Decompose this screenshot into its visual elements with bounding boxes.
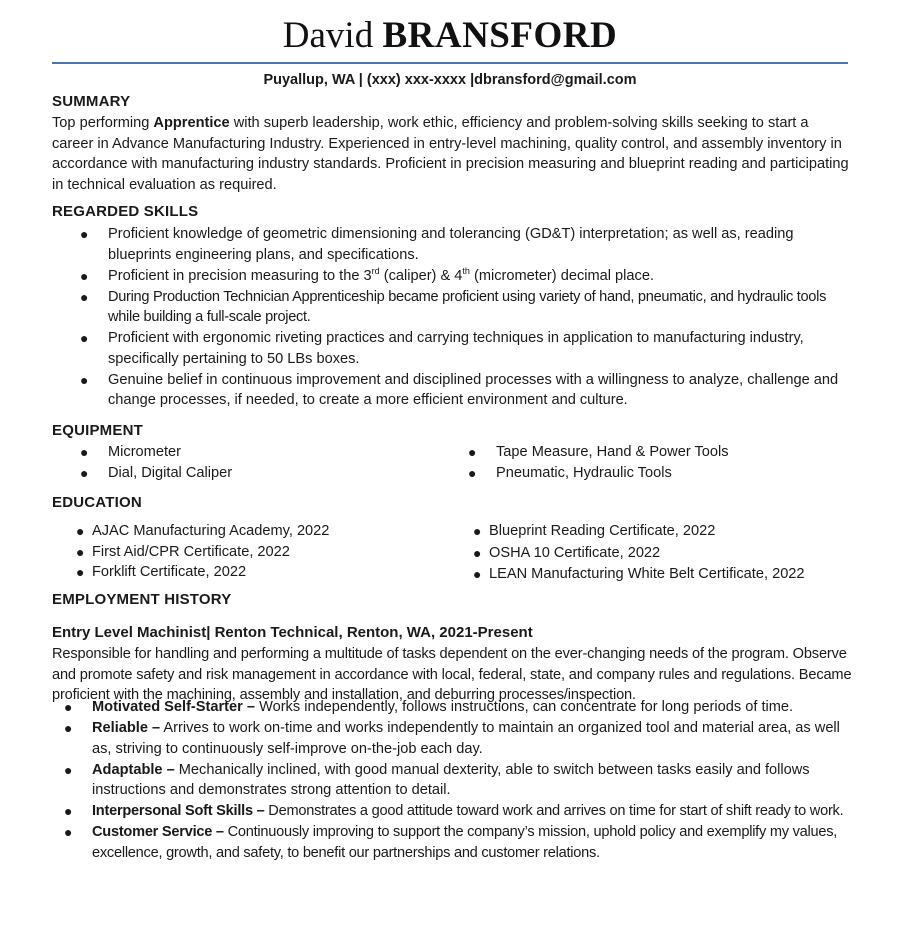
bullet-text: Arrives to work on-time and works independently to maintain an organized tool and material area, as well as, striving to continuously self-improve on-the-job each day.: [92, 720, 840, 757]
bullet-icon: ●: [76, 523, 85, 539]
list-item: [64, 760, 852, 801]
bullet-icon: ●: [468, 444, 477, 460]
bullet-text: Demonstrates a good attitude toward work and arrives on time for start of shift ready to work.: [264, 803, 844, 819]
education-text: First Aid/CPR Certificate, 2022: [92, 543, 290, 560]
bullet-icon: ●: [64, 720, 73, 736]
bullet-icon: ●: [468, 464, 477, 481]
summary-text-rest: with superb leadership, work ethic, efficiency and problem-solving skills seeking to start a career in Advance Manufacturing Industry. Experienced in entry-level machining, quality control, and assembly inventory in accordance with manufacturing industry standards. Proficient in precision measuring and blueprint reading and participating in technical evaluation as required.: [52, 115, 849, 193]
list-item: [473, 521, 849, 542]
employment-heading: EMPLOYMENT HISTORY: [52, 591, 232, 608]
ordinal-suffix: th: [462, 265, 470, 276]
job-title: Entry Level Machinist| Renton Technical, Renton, WA, 2021-Present: [52, 624, 533, 641]
skill-text: During Production Technician Apprenticeship became proficient using variety of hand, pneumatic, and hydraulic tools while building a full-scale project.: [108, 288, 827, 325]
bullet-icon: ●: [64, 761, 73, 778]
skill-text: (caliper) & 4: [379, 267, 463, 284]
skill-text: Genuine belief in continuous improvement and disciplined processes with a willingness to analyze, challenge and change processes, if needed, to create a more efficient environment and culture.: [108, 371, 839, 408]
summary-text: [52, 113, 852, 195]
employment-bullets: [64, 697, 852, 863]
bullet-icon: ●: [80, 371, 89, 388]
bullet-icon: ●: [80, 267, 89, 284]
contact-line: Puyallup, WA | (xxx) xxx-xxxx |dbransford@gmail.com: [263, 72, 637, 88]
list-item: [80, 463, 428, 484]
bullet-icon: ●: [473, 566, 482, 582]
bullet-icon: ●: [80, 288, 89, 305]
summary-text-bold: Apprentice: [153, 115, 230, 131]
bullet-icon: ●: [80, 464, 89, 481]
list-item: [80, 370, 858, 411]
bullet-icon: ●: [80, 226, 89, 242]
skill-text: (micrometer) decimal place.: [469, 267, 654, 284]
list-item: [76, 542, 412, 563]
list-item: [468, 442, 836, 463]
last-name: BRANSFORD: [382, 15, 618, 56]
list-item: [468, 463, 836, 484]
skills-list: [80, 224, 858, 411]
list-item: [64, 718, 852, 759]
bullet-label: Reliable –: [92, 720, 161, 736]
list-item: [80, 328, 858, 369]
first-name: David: [282, 15, 374, 56]
bullet-icon: ●: [473, 523, 482, 539]
skills-heading: REGARDED SKILLS: [52, 203, 199, 220]
education-list-left: [76, 521, 412, 583]
list-item: [473, 543, 849, 564]
equipment-text: Pneumatic, Hydraulic Tools: [496, 464, 672, 481]
education-text: Forklift Certificate, 2022: [92, 564, 247, 580]
equipment-text: Tape Measure, Hand & Power Tools: [496, 444, 729, 460]
skill-text: Proficient with ergonomic riveting practices and carrying techniques in application to manufacturing industry, specifically pertaining to 50 LBs boxes.: [108, 330, 804, 367]
education-text: Blueprint Reading Certificate, 2022: [489, 523, 716, 539]
education-text: AJAC Manufacturing Academy, 2022: [92, 523, 330, 539]
equipment-text: Micrometer: [108, 444, 181, 460]
bullet-label: Customer Service –: [92, 824, 224, 840]
bullet-icon: ●: [64, 803, 73, 819]
summary-heading: SUMMARY: [52, 93, 131, 110]
bullet-label: Motivated Self-Starter –: [92, 699, 256, 715]
list-item: [80, 224, 858, 265]
education-text: OSHA 10 Certificate, 2022: [489, 544, 661, 561]
bullet-icon: ●: [64, 824, 73, 840]
list-item: [80, 265, 858, 287]
header-divider: [52, 62, 848, 64]
bullet-icon: ●: [64, 699, 73, 715]
bullet-label: Interpersonal Soft Skills –: [92, 803, 265, 819]
bullet-text: Mechanically inclined, with good manual dexterity, able to switch between tasks easily and follows instructions and demonstrates strong attention to detail.: [92, 761, 810, 798]
equipment-list-left: [80, 442, 428, 483]
skill-text: Proficient in precision measuring to the 3: [108, 267, 372, 284]
equipment-heading: EQUIPMENT: [52, 422, 143, 439]
list-item: [64, 801, 852, 822]
summary-text-start: Top performing: [52, 115, 154, 131]
list-item: [80, 442, 428, 463]
list-item: [473, 564, 849, 585]
ordinal-suffix: rd: [371, 265, 380, 276]
list-item: [80, 287, 858, 328]
bullet-label: Adaptable –: [92, 761, 175, 778]
list-item: [76, 521, 412, 542]
equipment-list-right: [468, 442, 836, 483]
bullet-text: Continuously improving to support the company’s mission, uphold policy and exemplify my values, excellence, growth, and safety, to benefit our partnerships and customer relations.: [92, 824, 838, 861]
education-heading: EDUCATION: [52, 494, 142, 511]
education-text: LEAN Manufacturing White Belt Certificate, 2022: [489, 566, 805, 582]
list-item: [64, 822, 852, 863]
bullet-icon: ●: [80, 330, 89, 346]
bullet-icon: ●: [76, 543, 85, 560]
bullet-text: Works independently, follows instructions, can concentrate for long periods of time.: [255, 699, 794, 715]
list-item: [64, 697, 852, 718]
skill-text: Proficient knowledge of geometric dimensioning and tolerancing (GD&T) interpretation; as well as, reading blueprints engineering plans, and specifications.: [108, 226, 794, 263]
equipment-text: Dial, Digital Caliper: [108, 464, 233, 481]
list-item: [76, 562, 412, 583]
bullet-icon: ●: [76, 564, 85, 580]
bullet-icon: ●: [80, 444, 89, 460]
education-list-right: [473, 521, 849, 586]
candidate-name: [0, 14, 900, 58]
job-description: Responsible for handling and performing a multitude of tasks dependent on the ever-changing needs of the program. Observe and promote safety and risk management in accordance with local, federal, state, and company rules and regulations. Became proficient with the machining, assembly and installation, and deburring processes/inspection.: [52, 646, 852, 703]
bullet-icon: ●: [473, 544, 482, 561]
